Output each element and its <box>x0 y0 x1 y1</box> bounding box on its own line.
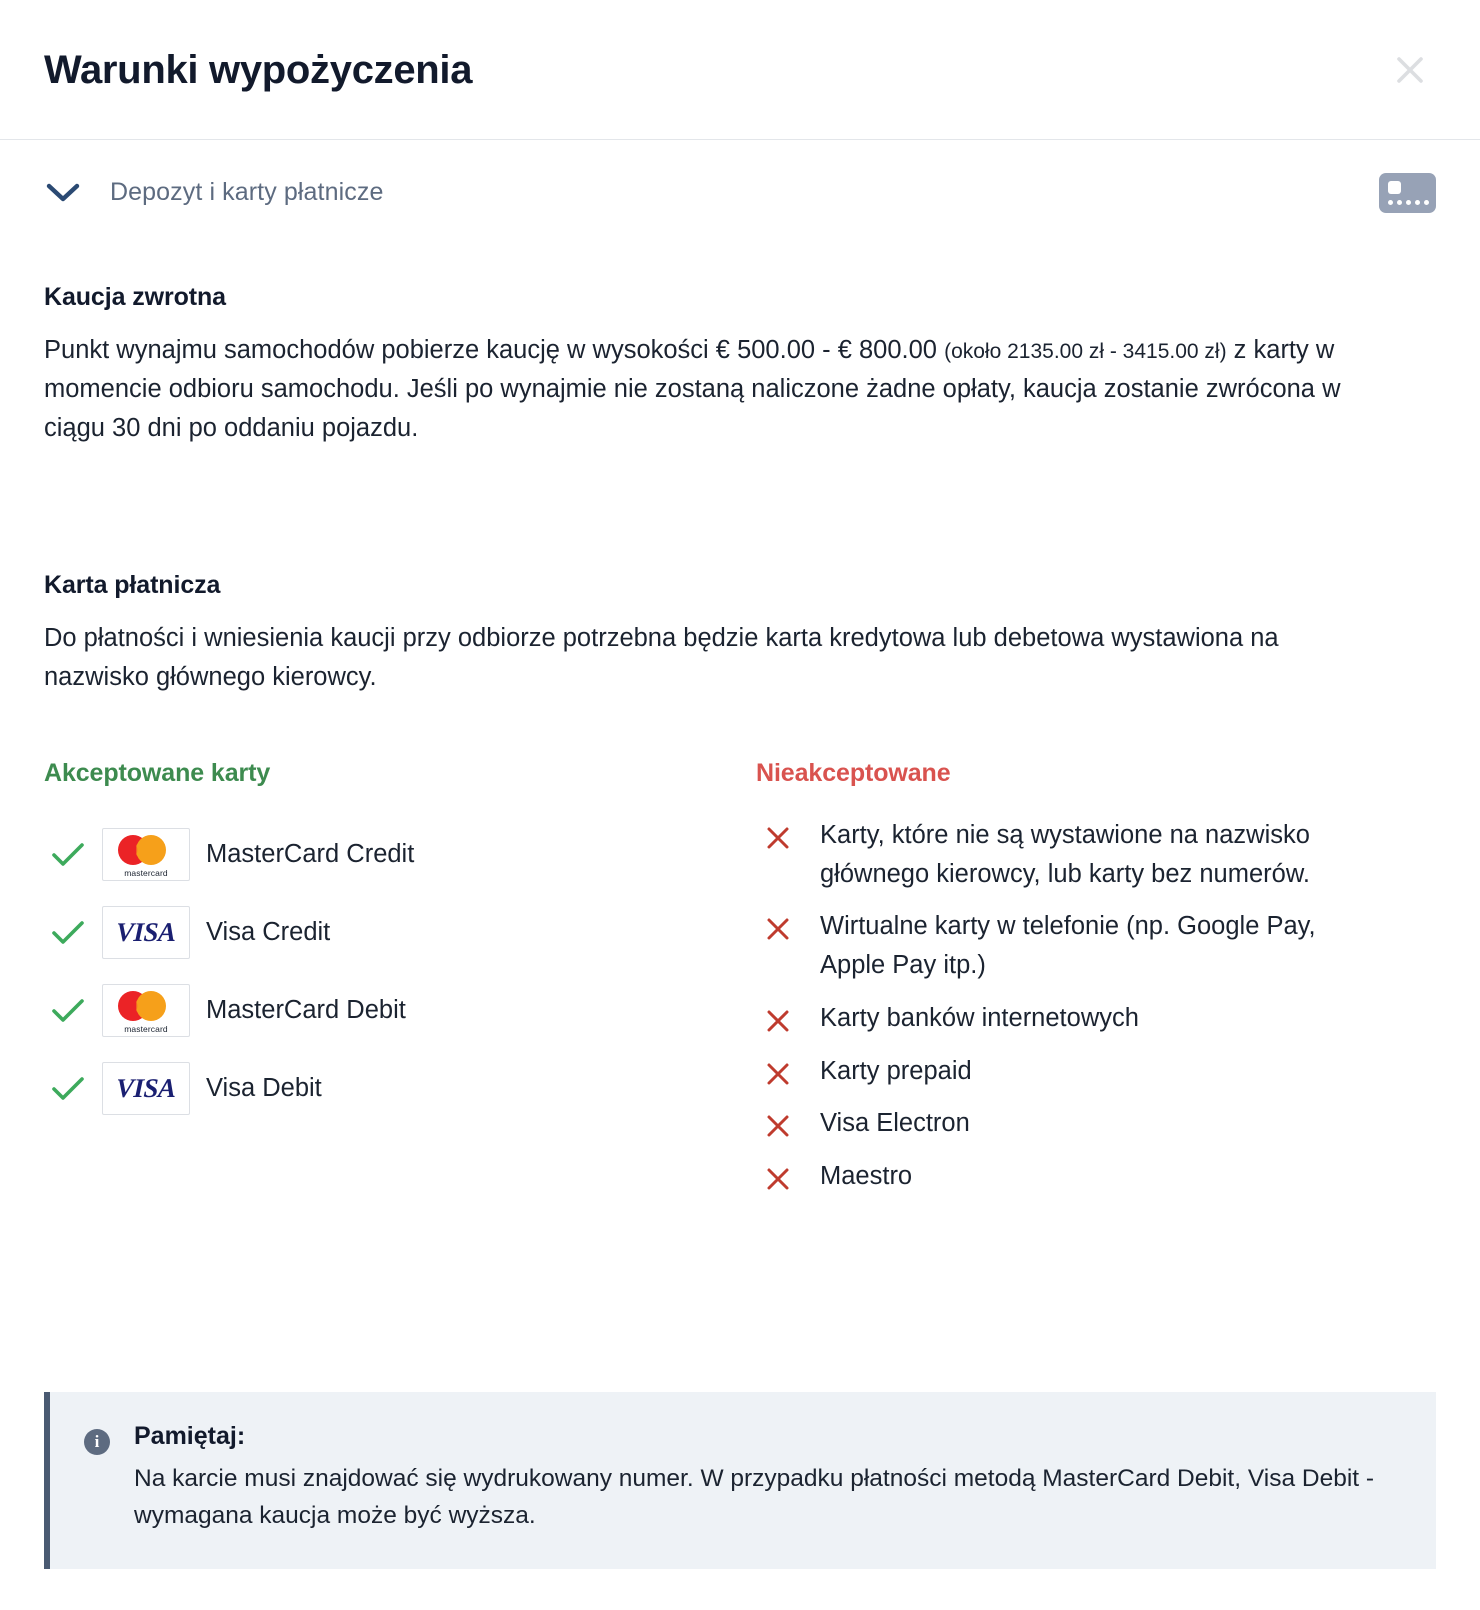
chevron-down-icon <box>40 170 86 216</box>
deposit-text-part1: Punkt wynajmu samochodów pobierze kaucję w wysokości € 500.00 - € 800.00 <box>44 336 945 364</box>
card-chip <box>1388 181 1401 194</box>
rejected-list-item <box>756 907 1436 985</box>
rejected-heading: Nieakceptowane <box>756 758 951 787</box>
rejected-item-label: Visa Electron <box>820 1109 970 1138</box>
rejected-list-item <box>756 1157 1436 1196</box>
x-icon <box>756 1052 800 1087</box>
rejected-item-label: Karty, które nie są wystawione na nazwisko głównego kierowcy, lub karty bez numerów. <box>820 820 1310 888</box>
accepted-card-label: Visa Debit <box>206 1074 322 1103</box>
check-icon <box>44 1075 92 1103</box>
x-icon <box>756 1157 800 1192</box>
rejected-item-label: Wirtualne karty w telefonie (np. Google Pay, Apple Pay itp.) <box>820 912 1316 979</box>
x-icon <box>756 1104 800 1139</box>
page-title: Warunki wypożyczenia <box>44 47 473 92</box>
accepted-card-row <box>44 1050 756 1128</box>
deposit-heading: Kaucja zwrotna <box>44 283 226 311</box>
rejected-list-item <box>756 1052 1436 1091</box>
accepted-card-label: MasterCard Debit <box>206 996 406 1025</box>
accepted-heading: Akceptowane karty <box>44 758 271 787</box>
deposit-approx-amount: (około 2135.00 zł - 3415.00 zł) <box>944 340 1227 363</box>
visa-logo: VISA <box>102 1062 190 1115</box>
payment-card-heading: Karta płatnicza <box>44 571 221 600</box>
accepted-card-row <box>44 894 756 972</box>
note-content <box>110 1422 1384 1535</box>
rejected-list-item <box>756 816 1436 894</box>
check-icon <box>44 997 92 1025</box>
accordion-label: Depozyt i karty płatnicze <box>110 178 384 206</box>
x-icon <box>756 816 800 851</box>
visa-logo: VISA <box>102 906 190 959</box>
x-icon <box>756 999 800 1034</box>
accepted-card-label: MasterCard Credit <box>206 840 415 869</box>
rejected-item-label: Karty banków internetowych <box>820 1003 1139 1032</box>
modal-body <box>0 283 1480 1210</box>
modal-header <box>0 0 1480 140</box>
card-dots <box>1388 200 1429 205</box>
accepted-card-row <box>44 816 756 894</box>
close-icon <box>1390 50 1430 90</box>
rejected-list-item <box>756 1104 1436 1143</box>
accepted-card-label: Visa Credit <box>206 918 331 947</box>
rejected-cards-column <box>756 759 1436 1210</box>
check-icon <box>44 841 92 869</box>
deposit-paragraph <box>44 331 1384 447</box>
note-title: Pamiętaj: <box>134 1422 246 1450</box>
check-icon <box>44 919 92 947</box>
payment-card-paragraph: Do płatności i wniesienia kaucji przy odbiorze potrzebna będzie karta kredytowa lub debetowa wystawiona na nazwisko głównego kierowcy. <box>44 624 1279 691</box>
deposit-text-part2: z karty w momencie odbioru samochodu. Jeśli po wynajmie nie zostaną naliczone żadne opłaty, kaucja zostanie zwrócona w ciągu 30 dni po oddaniu pojazdu. <box>44 336 1341 442</box>
info-icon: i <box>84 1429 110 1455</box>
mastercard-logo: mastercard <box>102 984 190 1037</box>
x-icon <box>756 907 800 942</box>
rejected-item-label: Karty prepaid <box>820 1056 972 1085</box>
rejected-item-label: Maestro <box>820 1162 913 1190</box>
accepted-cards-column <box>44 759 756 1210</box>
rejected-list-item <box>756 999 1436 1038</box>
mastercard-logo: mastercard <box>102 828 190 881</box>
close-button[interactable] <box>1384 44 1436 96</box>
note-box <box>44 1392 1436 1569</box>
accordion-deposit-and-cards[interactable] <box>0 140 1480 245</box>
note-text: Na karcie musi znajdować się wydrukowany numer. W przypadku płatności metodą MasterCard Debit, Visa Debit - wymagana kaucja może być wyższa. <box>134 1465 1375 1529</box>
cards-columns <box>44 759 1436 1210</box>
accepted-card-row <box>44 972 756 1050</box>
payment-card-icon <box>1379 173 1436 213</box>
